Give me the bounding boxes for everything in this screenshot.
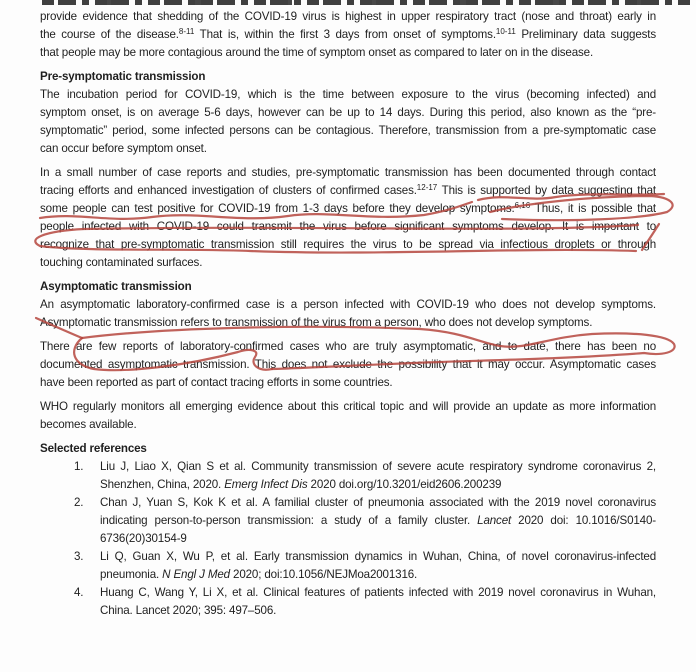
paragraph-intro: provide evidence that shedding of the COVID-19 virus is highest in upper respiratory tract (nose and throat) early in the course of the disease.$^{8-11}$ That is, within the first 3 days from onset of symptoms.$^{10-11}$ Preliminary data suggests that people may be more contagious around the time of symptom onset as compared to later on in the disease.: [40, 10, 656, 59]
clipped-text-strip: [42, 0, 694, 5]
reference-number: 4.: [74, 586, 84, 599]
reference-number: 3.: [74, 550, 84, 563]
reference-list: [40, 458, 656, 620]
text-column: [40, 8, 656, 620]
reference-number: 2.: [74, 496, 84, 509]
reference-number: 1.: [74, 460, 84, 473]
heading-selected-references: Selected references: [40, 442, 147, 455]
paragraph-asymptomatic-definition: An asymptomatic laboratory-confirmed case is a person infected with COVID-19 who does not develop symptoms. Asymptomatic transmission refers to transmission of the virus from a person, who does not develop symptoms.: [40, 298, 656, 329]
heading-asymptomatic-transmission: Asymptomatic transmission: [40, 280, 192, 293]
reference-item: [40, 548, 656, 584]
reference-item: [40, 458, 656, 494]
reference-text: Liu J, Liao X, Qian S et al. Community transmission of severe acute respiratory syndrome coronavirus 2, Shenzhen, China, 2020. Emerg Infect Dis 2020 doi.org/10.3201/eid2606.200239: [100, 460, 656, 491]
paragraph-asymptomatic-reports: There are few reports of laboratory-confirmed cases who are truly asymptomatic, and to date, there has been no documented asymptomatic transmission. This does not exclude the possibility that it may occur. Asymptomatic cases have been reported as part of contact tracing efforts in some countries.: [40, 340, 656, 389]
paragraph-presymptomatic-evidence: In a small number of case reports and studies, pre-symptomatic transmission has been documented through contact tracing efforts and enhanced investigation of clusters of confirmed cases.$^{12-17}$ This is supported by data suggesting that some people can test positive for COVID-19 from 1-3 days before they develop symptoms.$^{6,16}$ Thus, it is possible that people infected with COVID-19 could transmit the virus before significant symptoms develop. It is important to recognize that pre-symptomatic transmission still requires the virus to be spread via infectious droplets or through touching contaminated surfaces.: [40, 166, 656, 269]
reference-item: [40, 494, 656, 548]
reference-text: Chan J, Yuan S, Kok K et al. A familial cluster of pneumonia associated with the 2019 novel coronavirus indicating person-to-person transmission: a study of a family cluster. Lancet 2020 doi: 10.1016/S0140- 6736(20)30154-9: [100, 496, 656, 545]
heading-pre-symptomatic-transmission: Pre-symptomatic transmission: [40, 70, 206, 83]
reference-text: Huang C, Wang Y, Li X, et al. Clinical features of patients infected with 2019 novel coronavirus in Wuhan, China. Lancet 2020; 395: 497–506.: [100, 586, 656, 617]
paragraph-incubation-period: The incubation period for COVID-19, which is the time between exposure to the virus (becoming infected) and symptom onset, is on average 5-6 days, however can be up to 14 days. During this period, also known as the “pre- symptomatic” period, some infected persons can be contagious. Therefore, transmission from a pre-symptomatic case can occur before symptom onset.: [40, 88, 656, 155]
reference-text: Li Q, Guan X, Wu P, et al. Early transmission dynamics in Wuhan, China, of novel coronavirus-infected pneumonia. N Engl J Med 2020; doi:10.1056/NEJMoa2001316.: [100, 550, 656, 581]
reference-item: [40, 584, 656, 620]
paragraph-who-monitoring: WHO regularly monitors all emerging evidence about this critical topic and will provide an update as more information becomes available.: [40, 400, 656, 431]
